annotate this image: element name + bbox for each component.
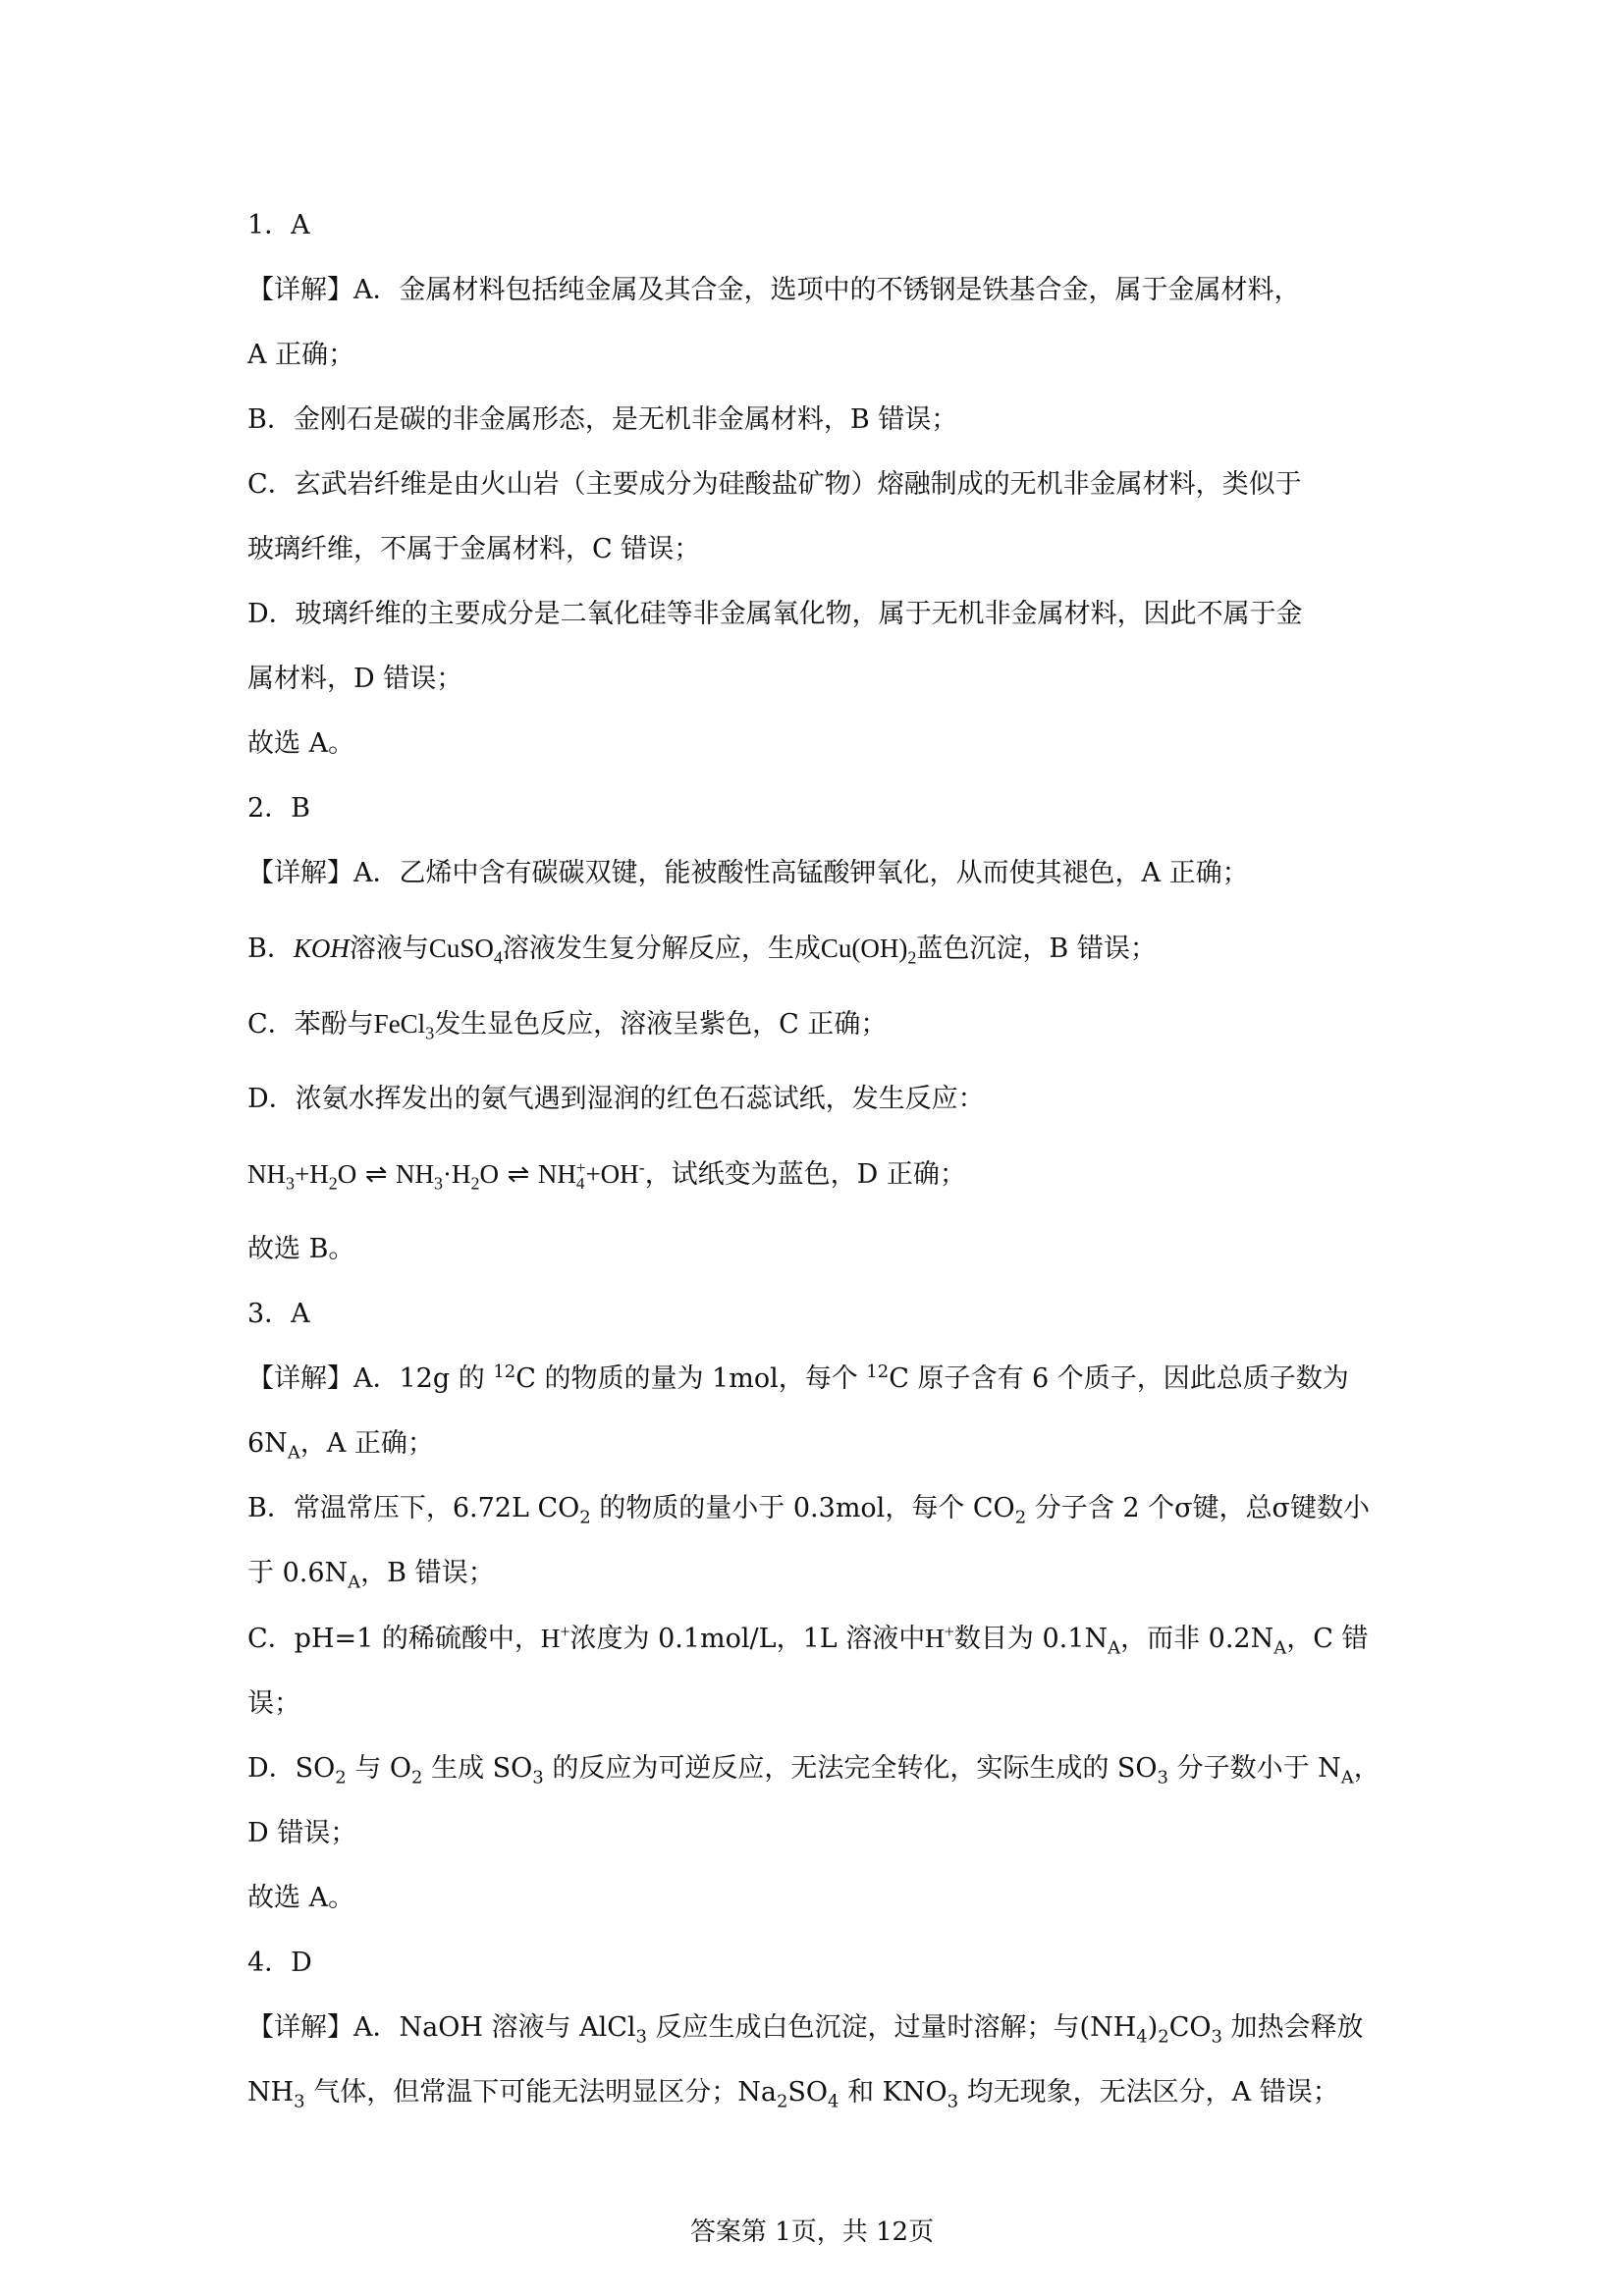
- q2-equation: $NH_3+H_2O$ ⇌ $NH_3\cdot H_2O$ ⇌ NH + 4 +OH-，试纸变为蓝色，D 正确；: [247, 1157, 966, 1194]
- q4-heading: 4．D: [247, 1948, 312, 1978]
- q2-line-c: C．苯酚与FeCl$_3$发生显色反应，溶液呈紫色，C 正确；: [247, 1009, 888, 1043]
- q3-conclusion: 故选 A。: [247, 1883, 355, 1913]
- q3-line-a1: 【详解】A．12g 的 $^{12}$C 的物质的量为 1mol，每个 $^{12}$C 原子含有 6 个质子，因此总质子数为: [247, 1362, 1349, 1394]
- equilibrium-arrow-icon: ⇌: [364, 1159, 388, 1189]
- q1-line-7: 属材料，D 错误；: [247, 664, 463, 694]
- q1-line-5: 玻璃纤维，不属于金属材料，C 错误；: [247, 534, 701, 564]
- q1-line-6: D．玻璃纤维的主要成分是二氧化硅等非金属氧化物，属于无机非金属材料，因此不属于金: [247, 599, 1303, 629]
- q3-line-a2: $6N_A$，A 正确；: [247, 1428, 434, 1464]
- q1-line-2: A 正确；: [247, 340, 355, 370]
- q3-heading: 3．A: [247, 1299, 310, 1329]
- q1-heading: 1．A: [247, 210, 310, 240]
- q2-line-a: 【详解】A．乙烯中含有碳碳双键，能被酸性高锰酸钾氧化，从而使其褪色，A 正确；: [247, 858, 1249, 888]
- page-footer: 答案第 1页，共 12页: [689, 2217, 935, 2247]
- q4-line-a1: 【详解】A．NaOH 溶液与 AlCl$_3$ 反应生成白色沉淀，过量时溶解；与$(NH_4)_2CO_3$ 加热会释放: [247, 2012, 1364, 2048]
- q2-line-b: B．KOH溶液与CuSO$_4$溶液发生复分解反应，生成$Cu(OH)_2$蓝色沉淀，B 错误；: [247, 934, 1157, 968]
- q3-line-d2: D 错误；: [247, 1818, 357, 1848]
- q1-line-3: B．金刚石是碳的非金属形态，是无机非金属材料，B 错误；: [247, 404, 958, 435]
- q2-heading: 2．B: [247, 793, 311, 824]
- q4-line-a2: $NH_3$ 气体，但常温下可能无法明显区分；$Na_2SO_4$ 和 $KNO_3$ 均无现象，无法区分，A 错误；: [247, 2077, 1339, 2112]
- q1-conclusion: 故选 A。: [247, 728, 355, 759]
- q3-line-c2: 误；: [247, 1688, 300, 1719]
- q3-line-d1: D．$SO_2$ 与 $O_2$ 生成 $SO_3$ 的反应为可逆反应，无法完全转化，实际生成的 $SO_3$ 分子数小于 $N_A$，: [247, 1753, 1380, 1789]
- q1-line-1: 【详解】A．金属材料包括纯金属及其合金，选项中的不锈钢是铁基合金，属于金属材料，: [247, 275, 1301, 305]
- q2-line-d: D．浓氨水挥发出的氨气遇到湿润的红色石蕊试纸，发生反应：: [247, 1084, 985, 1114]
- answer-document: [247, 206, 1386, 2138]
- q3-line-c1: C．pH=1 的稀硫酸中，H+浓度为 0.1mol/L，1L 溶液中H+数目为 $0.1N_A$，而非 $0.2N_A$，C 错: [247, 1622, 1369, 1659]
- q1-line-4: C．玄武岩纤维是由火山岩（主要成分为硅酸盐矿物）熔融制成的无机非金属材料，类似于: [247, 469, 1302, 500]
- equilibrium-arrow-icon: ⇌: [507, 1159, 530, 1189]
- q3-line-b2: 于 $0.6N_A$，B 错误；: [247, 1558, 495, 1593]
- q2-conclusion: 故选 B。: [247, 1234, 355, 1264]
- q3-line-b1: B．常温常压下，6.72L $CO_2$ 的物质的量小于 0.3mol，每个 $CO_2$ 分子含 2 个σ键，总σ键数小: [247, 1493, 1370, 1528]
